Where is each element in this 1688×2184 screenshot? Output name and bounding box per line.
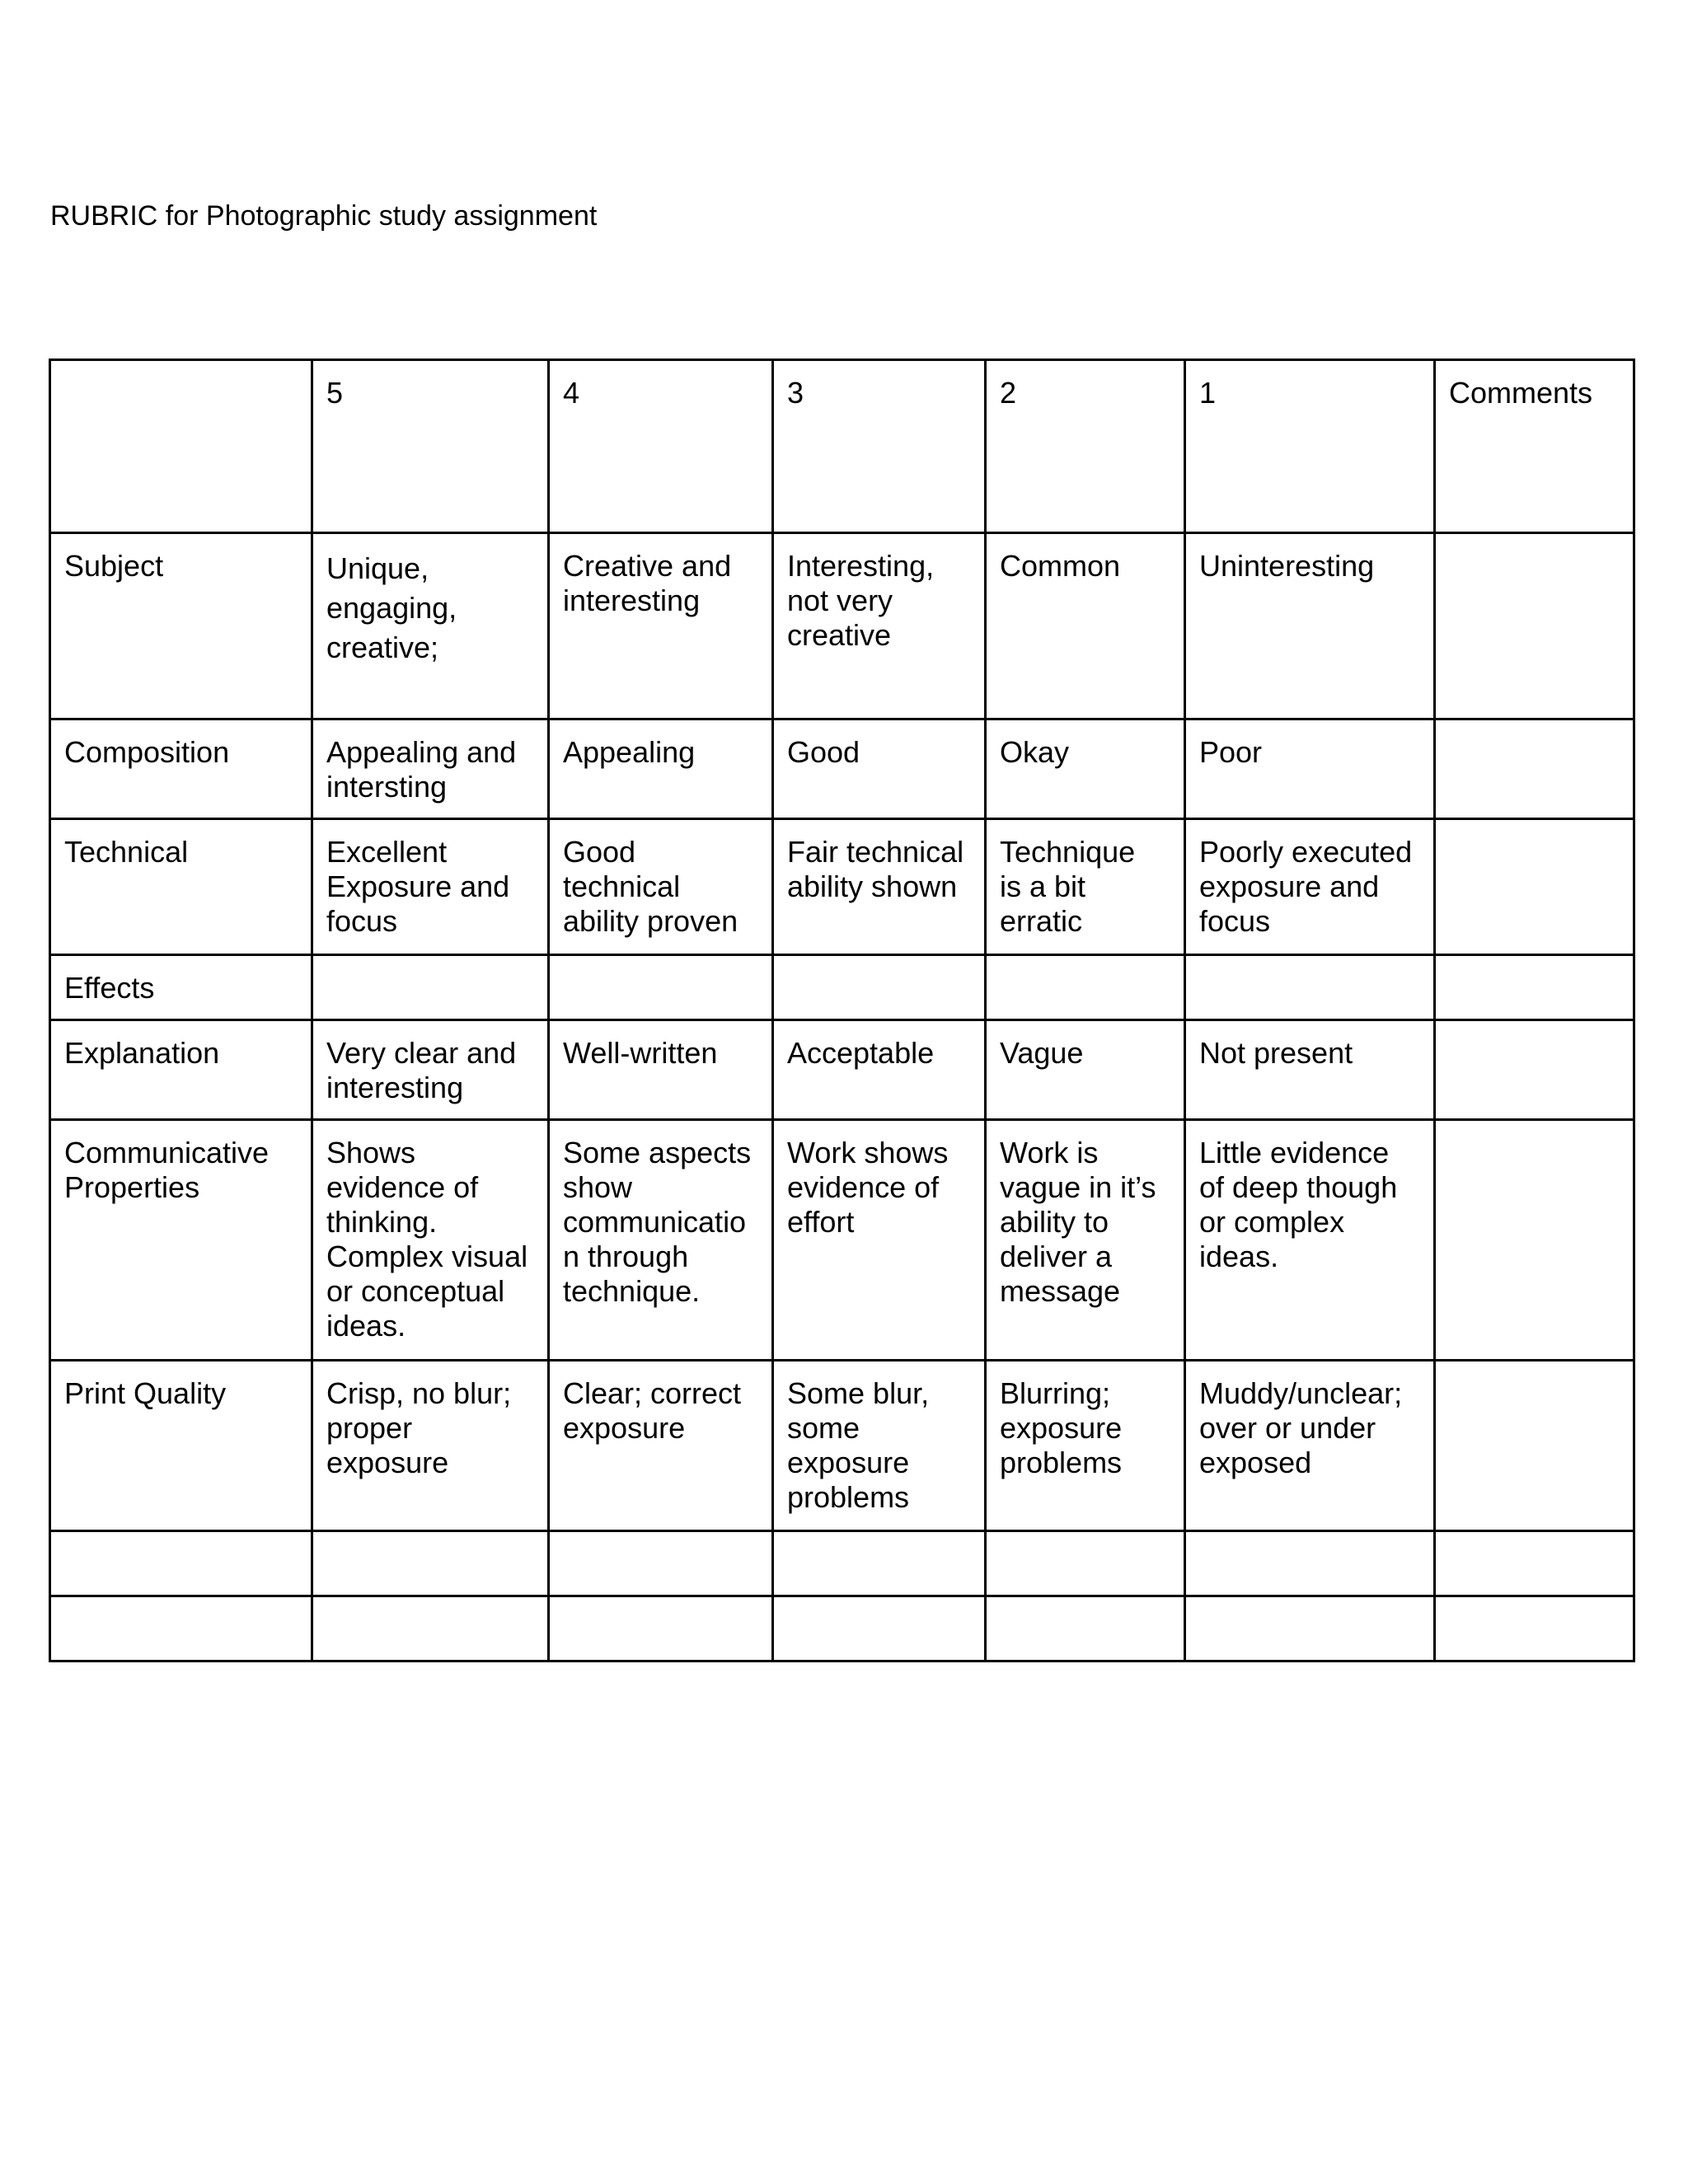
criterion-cell: [50, 1596, 312, 1661]
rubric-cell: Okay: [986, 719, 1185, 819]
rubric-cell: [986, 1596, 1185, 1661]
rubric-cell: Blurring; exposure problems: [986, 1361, 1185, 1531]
criterion-cell: Technical: [50, 819, 312, 955]
criterion-cell: Explanation: [50, 1020, 312, 1120]
rubric-row-composition: [50, 719, 1634, 819]
rubric-cell: [312, 955, 549, 1020]
comments-cell: [1435, 1531, 1634, 1596]
comments-cell: [1435, 1020, 1634, 1120]
rubric-cell: Interesting, not very creative: [773, 533, 986, 719]
rubric-row-effects: [50, 955, 1634, 1020]
rubric-row-subject: [50, 533, 1634, 719]
rubric-row-explanation: [50, 1020, 1634, 1120]
rubric-cell: Clear; correct exposure: [549, 1361, 773, 1531]
rubric-cell: [773, 1531, 986, 1596]
criterion-cell: Composition: [50, 719, 312, 819]
rubric-cell: [549, 955, 773, 1020]
rubric-cell: Unique, engaging, creative;: [312, 533, 549, 719]
rubric-cell: Muddy/unclear; over or under exposed: [1185, 1361, 1435, 1531]
rubric-cell: Well-written: [549, 1020, 773, 1120]
header-cell-criterion: [50, 360, 312, 533]
criterion-cell: Effects: [50, 955, 312, 1020]
comments-cell: [1435, 955, 1634, 1020]
rubric-cell: Poor: [1185, 719, 1435, 819]
rubric-cell: [312, 1596, 549, 1661]
rubric-cell: [1185, 1596, 1435, 1661]
rubric-cell: Acceptable: [773, 1020, 986, 1120]
comments-cell: [1435, 719, 1634, 819]
document-title: RUBRIC for Photographic study assignment: [50, 200, 598, 232]
rubric-cell: [986, 1531, 1185, 1596]
rubric-cell: Good: [773, 719, 986, 819]
rubric-cell: Very clear and interesting: [312, 1020, 549, 1120]
rubric-row-empty: [50, 1596, 1634, 1661]
comments-cell: [1435, 819, 1634, 955]
rubric-cell: Vague: [986, 1020, 1185, 1120]
rubric-cell: [986, 955, 1185, 1020]
rubric-table: [49, 359, 1635, 1662]
rubric-cell: [773, 955, 986, 1020]
rubric-cell: Some blur, some exposure problems: [773, 1361, 986, 1531]
criterion-cell: Print Quality: [50, 1361, 312, 1531]
rubric-cell: Shows evidence of thinking. Complex visual or conceptual ideas.: [312, 1120, 549, 1361]
comments-cell: [1435, 1596, 1634, 1661]
rubric-cell: Crisp, no blur; proper exposure: [312, 1361, 549, 1531]
rubric-cell: [549, 1596, 773, 1661]
rubric-cell: Not present: [1185, 1020, 1435, 1120]
rubric-cell: Creative and interesting: [549, 533, 773, 719]
rubric-row-print-quality: [50, 1361, 1634, 1531]
rubric-cell: [1185, 1531, 1435, 1596]
rubric-cell: Work shows evidence of effort: [773, 1120, 986, 1361]
rubric-cell: [312, 1531, 549, 1596]
rubric-cell: [1185, 955, 1435, 1020]
header-cell-score-5: 5: [312, 360, 549, 533]
rubric-cell: Little evidence of deep though or complex ideas.: [1185, 1120, 1435, 1361]
rubric-cell: Technique is a bit erratic: [986, 819, 1185, 955]
rubric-cell: Excellent Exposure and focus: [312, 819, 549, 955]
comments-cell: [1435, 533, 1634, 719]
rubric-cell: [773, 1596, 986, 1661]
rubric-row-technical: [50, 819, 1634, 955]
rubric-cell: Fair technical ability shown: [773, 819, 986, 955]
header-cell-comments: Comments: [1435, 360, 1634, 533]
criterion-cell: Communicative Properties: [50, 1120, 312, 1361]
header-cell-score-4: 4: [549, 360, 773, 533]
rubric-cell: [549, 1531, 773, 1596]
rubric-cell: Work is vague in it’s ability to deliver a message: [986, 1120, 1185, 1361]
rubric-cell: Appealing and intersting: [312, 719, 549, 819]
criterion-cell: [50, 1531, 312, 1596]
header-cell-score-2: 2: [986, 360, 1185, 533]
rubric-row-communicative-properties: [50, 1120, 1634, 1361]
rubric-cell: Good technical ability proven: [549, 819, 773, 955]
comments-cell: [1435, 1120, 1634, 1361]
rubric-cell: Appealing: [549, 719, 773, 819]
rubric-cell: Poorly executed exposure and focus: [1185, 819, 1435, 955]
rubric-cell: Common: [986, 533, 1185, 719]
rubric-header-row: [50, 360, 1634, 533]
comments-cell: [1435, 1361, 1634, 1531]
header-cell-score-1: 1: [1185, 360, 1435, 533]
rubric-cell: Some aspects show communicatio n through technique.: [549, 1120, 773, 1361]
criterion-cell: Subject: [50, 533, 312, 719]
rubric-row-empty: [50, 1531, 1634, 1596]
header-cell-score-3: 3: [773, 360, 986, 533]
rubric-cell: Uninteresting: [1185, 533, 1435, 719]
